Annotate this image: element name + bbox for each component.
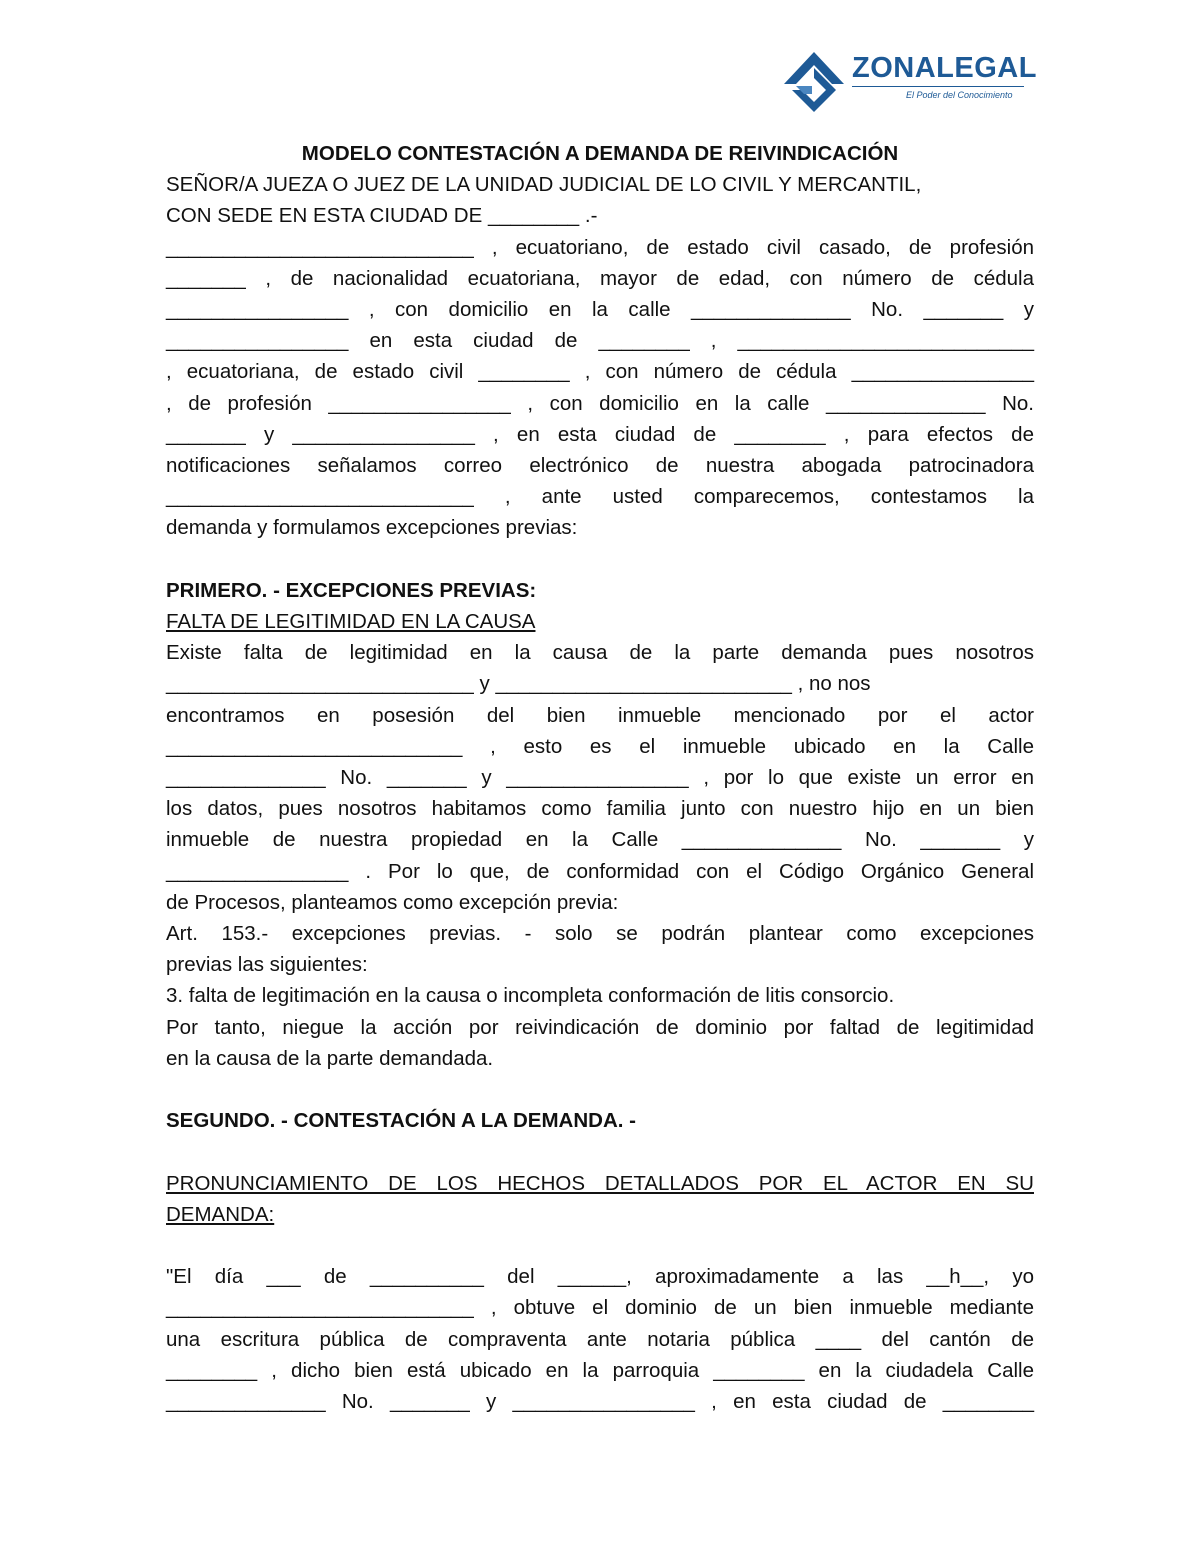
body-line: _______ y ________________ , en esta ciudad de ________ , para efectos de bbox=[166, 422, 1034, 446]
document-title: MODELO CONTESTACIÓN A DEMANDA DE REIVINDICACIÓN bbox=[301, 142, 899, 165]
spacer bbox=[166, 1074, 1034, 1105]
subsection-heading: FALTA DE LEGITIMIDAD EN LA CAUSA bbox=[166, 610, 536, 634]
body-line: inmueble de nuestra propiedad en la Calle ______________ No. _______ y bbox=[166, 828, 1034, 852]
subsection-heading: PRONUNCIAMIENTO DE LOS HECHOS DETALLADOS POR EL ACTOR EN SU bbox=[166, 1171, 1034, 1195]
body-line: CON SEDE EN ESTA CIUDAD DE ________ .- bbox=[166, 204, 598, 228]
section-heading-segundo: SEGUNDO. - CONTESTACIÓN A LA DEMANDA. - bbox=[166, 1109, 636, 1133]
body-line: "El día ___ de __________ del ______, aproximadamente a las __h__, yo bbox=[166, 1265, 1034, 1289]
body-line: ___________________________ y __________________________ , no nos bbox=[166, 672, 871, 696]
body-line: demanda y formulamos excepciones previas: bbox=[166, 516, 578, 540]
subsection-heading: DEMANDA: bbox=[166, 1202, 275, 1226]
logo-rule bbox=[852, 86, 1024, 87]
body-line: los datos, pues nosotros habitamos como familia junto con nuestro hijo en un bien bbox=[166, 797, 1034, 821]
body-line: Existe falta de legitimidad en la causa de la parte demanda pues nosotros bbox=[166, 641, 1034, 665]
logo-mark-icon bbox=[782, 50, 846, 112]
spacer bbox=[166, 1230, 1034, 1261]
body-line: Art. 153.- excepciones previas. - solo se podrán plantear como excepciones bbox=[166, 922, 1034, 946]
section-heading-primero: PRIMERO. - EXCEPCIONES PREVIAS: bbox=[166, 578, 537, 602]
body-line: Por tanto, niegue la acción por reivindicación de dominio por faltad de legitimidad bbox=[166, 1015, 1034, 1039]
body-line: ___________________________ , ante usted comparecemos, contestamos la bbox=[166, 485, 1034, 509]
document-body bbox=[166, 138, 1034, 1417]
body-line: encontramos en posesión del bien inmueble mencionado por el actor bbox=[166, 703, 1034, 727]
body-line: ___________________________ , obtuve el dominio de un bien inmueble mediante bbox=[166, 1296, 1034, 1320]
body-line: previas las siguientes: bbox=[166, 953, 368, 977]
body-line: _______ , de nacionalidad ecuatoriana, mayor de edad, con número de cédula bbox=[166, 266, 1034, 290]
body-line: ______________ No. _______ y ________________ , por lo que existe un error en bbox=[166, 766, 1034, 790]
body-line: , ecuatoriana, de estado civil ________ , con número de cédula ________________ bbox=[166, 360, 1034, 384]
body-line: , de profesión ________________ , con domicilio en la calle ______________ No. bbox=[166, 391, 1034, 415]
body-line: en la causa de la parte demandada. bbox=[166, 1046, 494, 1070]
spacer bbox=[166, 1136, 1034, 1167]
body-line: ______________ No. _______ y ________________ , en esta ciudad de ________ bbox=[166, 1390, 1034, 1414]
body-line: __________________________ , esto es el inmueble ubicado en la Calle bbox=[166, 734, 1034, 758]
body-line: 3. falta de legitimación en la causa o incompleta conformación de litis consorcio. bbox=[166, 984, 895, 1008]
body-line: ___________________________ , ecuatoriano, de estado civil casado, de profesión bbox=[166, 235, 1034, 259]
body-line: ________________ . Por lo que, de conformidad con el Código Orgánico General bbox=[166, 859, 1034, 883]
logo-tagline: El Poder del Conocimiento bbox=[906, 90, 1013, 100]
body-line: ________ , dicho bien está ubicado en la parroquia ________ en la ciudadela Calle bbox=[166, 1358, 1034, 1382]
body-line: ________________ , con domicilio en la calle ______________ No. _______ y bbox=[166, 298, 1034, 322]
spacer bbox=[166, 544, 1034, 575]
body-line: de Procesos, planteamos como excepción previa: bbox=[166, 890, 619, 914]
logo-name: ZONALEGAL bbox=[852, 52, 1037, 84]
body-line: una escritura pública de compraventa ante notaria pública ____ del cantón de bbox=[166, 1327, 1034, 1351]
zonalegal-logo bbox=[782, 48, 1037, 114]
body-line: notificaciones señalamos correo electrónico de nuestra abogada patrocinadora bbox=[166, 454, 1034, 478]
body-line: SEÑOR/A JUEZA O JUEZ DE LA UNIDAD JUDICIAL DE LO CIVIL Y MERCANTIL, bbox=[166, 173, 922, 197]
body-line: ________________ en esta ciudad de ________ , __________________________ bbox=[166, 329, 1034, 353]
